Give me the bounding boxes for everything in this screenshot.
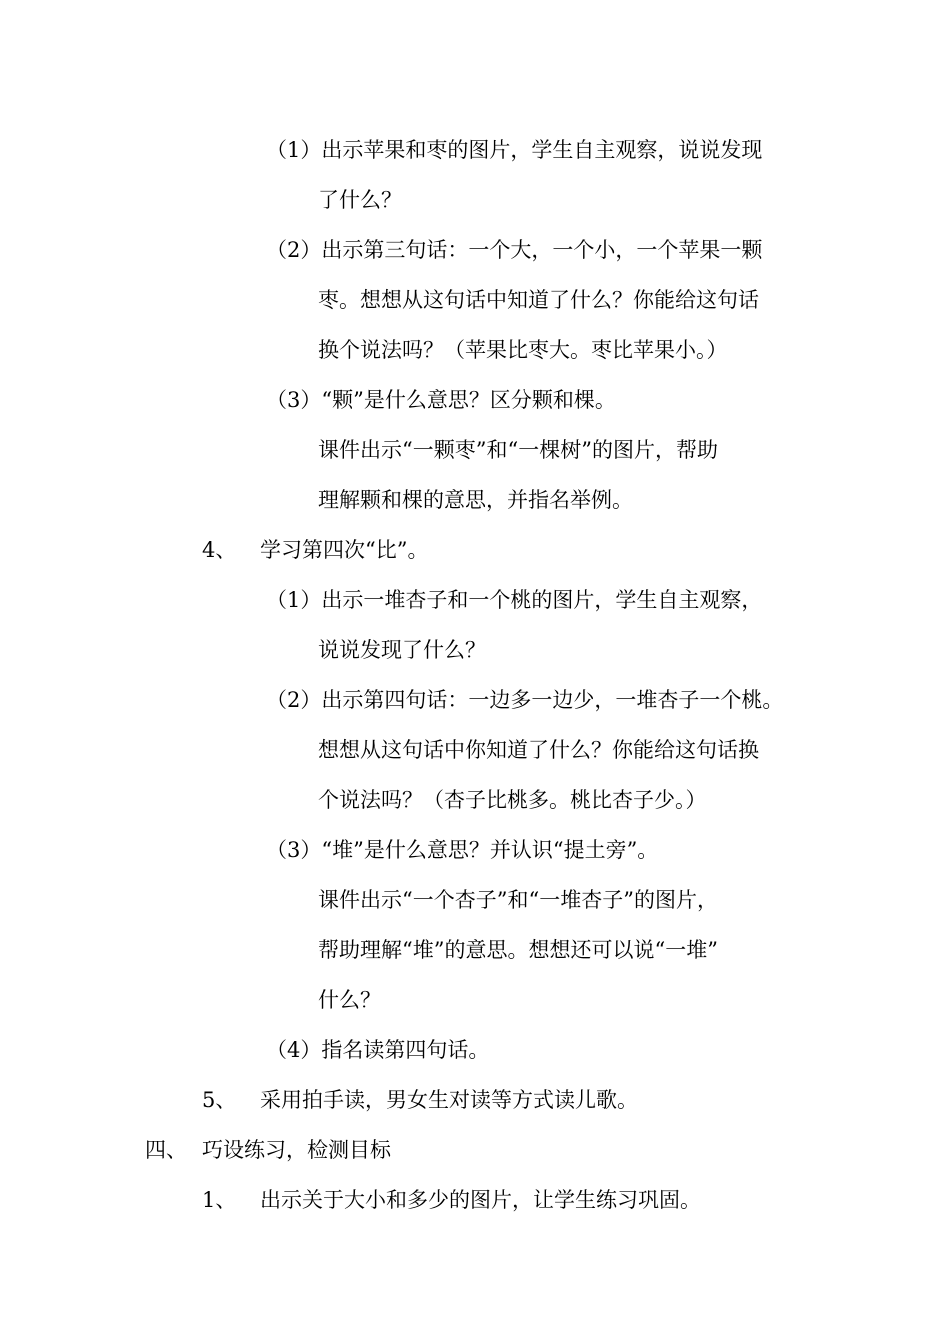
- text-line: （1）出示一堆杏子和一个桃的图片，学生自主观察，: [266, 588, 763, 612]
- text-line: （1）出示苹果和枣的图片，学生自主观察，说说发现: [266, 138, 763, 162]
- list-marker: 1、: [202, 1188, 237, 1212]
- section-marker: 四、: [145, 1138, 187, 1162]
- list-item-heading: 学习第四次“比”。: [260, 538, 429, 562]
- text-line: （3）“颗”是什么意思？区分颗和棵。: [266, 388, 616, 412]
- text-line: 个说法吗？（杏子比桃多。桃比杏子少。）: [318, 788, 707, 812]
- text-line: （2）出示第四句话：一边多一边少，一堆杏子一个桃。: [266, 688, 784, 712]
- list-marker: 5、: [202, 1088, 237, 1112]
- text-line: 换个说法吗？（苹果比枣大。枣比苹果小。）: [318, 338, 728, 362]
- text-line: 了什么？: [318, 188, 402, 212]
- text-line: 说说发现了什么？: [318, 638, 486, 662]
- list-marker: 4、: [202, 538, 237, 562]
- text-line: 课件出示“一个杏子”和“一堆杏子”的图片，: [318, 888, 718, 912]
- text-line: （4）指名读第四句话。: [266, 1038, 490, 1062]
- text-line: （3）“堆”是什么意思？并认识“提土旁”。: [266, 838, 659, 862]
- list-item-heading: 采用拍手读，男女生对读等方式读儿歌。: [260, 1088, 638, 1112]
- text-line: （2）出示第三句话：一个大，一个小，一个苹果一颗: [266, 238, 763, 262]
- text-line: 帮助理解“堆”的意思。想想还可以说“一堆”: [318, 938, 718, 962]
- text-line: 想想从这句话中你知道了什么？你能给这句话换: [318, 738, 759, 762]
- text-line: 枣。想想从这句话中知道了什么？你能给这句话: [318, 288, 759, 312]
- text-line: 什么？: [318, 988, 381, 1012]
- text-line: 理解颗和棵的意思，并指名举例。: [318, 488, 633, 512]
- list-item-heading: 出示关于大小和多少的图片，让学生练习巩固。: [260, 1188, 701, 1212]
- text-line: 课件出示“一颗枣”和“一棵树”的图片，帮助: [318, 438, 718, 462]
- section-heading: 巧设练习，检测目标: [202, 1138, 391, 1162]
